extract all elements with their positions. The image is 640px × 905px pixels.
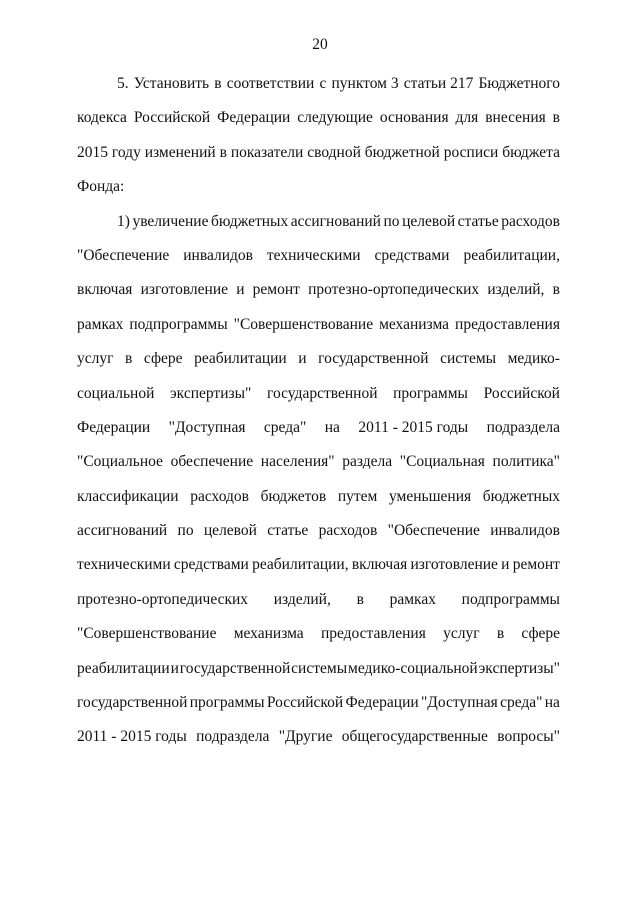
text-word: на [324, 418, 340, 436]
text-word: и [170, 659, 179, 677]
text-line [77, 686, 560, 720]
text-word: статье [457, 212, 499, 230]
text-word: вопросы" [497, 728, 560, 746]
text-word: целевой [402, 212, 456, 230]
text-word: экспертизы" [478, 659, 560, 677]
text-word: Установить [133, 75, 210, 92]
text-word: статье [267, 522, 309, 540]
text-line [77, 720, 560, 754]
text-word: "Совершенствование [233, 315, 374, 333]
text-word: средствами [374, 246, 450, 264]
text-word: медико- [507, 350, 560, 368]
text-word: расходов [190, 487, 249, 505]
text-word: увеличение [132, 212, 209, 230]
text-word: ассигнований [290, 212, 381, 230]
text-word: реабилитации [194, 350, 287, 368]
text-word: среда" [500, 694, 543, 712]
text-word: изготовление [140, 281, 229, 299]
text-line [77, 239, 560, 273]
text-word: инвалидов [490, 522, 560, 540]
page-number: 20 [312, 36, 328, 53]
text-word: услуг [77, 350, 114, 368]
text-word: на [544, 694, 560, 712]
text-line [77, 136, 560, 170]
text-word: услуг [443, 625, 480, 643]
text-word: изменений [144, 143, 216, 161]
text-word: Российской [266, 694, 344, 712]
text-word: изделий, [273, 590, 331, 608]
text-word: обеспечение [170, 453, 254, 471]
text-word: среда" [263, 418, 307, 436]
text-word: в [552, 281, 560, 299]
text-word: с [319, 75, 327, 92]
text-word: ассигнований [77, 522, 168, 540]
text-word: для [455, 109, 479, 127]
text-word: Федерации [345, 694, 419, 712]
text-word: экспертизы" [170, 384, 252, 402]
text-word: кодекса [77, 109, 127, 127]
text-word: сфере [143, 350, 183, 368]
text-word: социальной [77, 384, 155, 402]
text-word: Федерации [217, 109, 291, 127]
text-line [77, 514, 560, 548]
text-word: политика" [492, 453, 560, 471]
text-word: "Социальное [77, 453, 163, 471]
text-word: предоставления [320, 625, 426, 643]
text-word: в [219, 143, 227, 161]
text-word: "Доступная [420, 694, 498, 712]
text-line [77, 101, 560, 135]
text-word: техническими [266, 246, 361, 264]
text-word: включая [77, 281, 133, 299]
text-line [77, 583, 560, 617]
text-word: бюджетных [482, 487, 560, 505]
text-word: 2011 - 2015 годы [358, 418, 469, 436]
text-word: 2011 - 2015 годы [77, 728, 187, 746]
text-word: "Другие [278, 728, 333, 746]
text-word: бюджетных [211, 212, 289, 230]
text-line [77, 445, 560, 479]
text-word: росписи [443, 143, 499, 161]
text-word: реабилитации, [252, 556, 349, 574]
text-word: средствами [173, 556, 249, 574]
text-word: Федерации [77, 418, 151, 436]
text-word: сфере [521, 625, 560, 643]
text-word: в [214, 75, 222, 92]
text-word: раздела [342, 453, 393, 471]
text-word: медико-социальной [348, 659, 478, 677]
text-word: государственной [77, 694, 188, 712]
text-word: 2015 [77, 143, 108, 161]
text-line [77, 308, 560, 342]
text-word: "Социальная [399, 453, 485, 471]
text-word: населения" [260, 453, 335, 471]
text-line [77, 205, 560, 239]
text-word: в [125, 350, 133, 368]
text-word: общегосударственные [341, 728, 488, 746]
text-word: по [177, 522, 194, 540]
text-word: системы [291, 659, 348, 677]
text-word: подраздела [486, 418, 560, 436]
text-word: следующие [297, 109, 373, 127]
text-line [77, 67, 560, 101]
text-word: Фонда: [77, 178, 125, 196]
text-word: году [111, 143, 141, 161]
text-word: классификации [77, 487, 179, 505]
text-word: по [383, 212, 400, 230]
text-word: механизма [233, 625, 304, 643]
text-word: и [501, 556, 510, 574]
text-word: пунктом 3 [331, 75, 399, 92]
text-word: государственной [318, 350, 429, 368]
text-word: "Обеспечение [77, 246, 170, 264]
text-word: целевой [203, 522, 257, 540]
text-word: изделий, [487, 281, 545, 299]
text-word: основания [379, 109, 449, 127]
text-word: бюджета [502, 143, 560, 161]
text-word: рамках [389, 590, 436, 608]
text-word: расходов [501, 212, 560, 230]
text-word: 1) [117, 212, 130, 230]
text-line [77, 273, 560, 307]
text-word: в [356, 590, 364, 608]
text-word: изготовление [410, 556, 498, 574]
text-word: реабилитации, [463, 246, 560, 264]
text-word: программы [393, 384, 468, 402]
text-line [77, 411, 560, 445]
text-word: государственной [179, 659, 291, 677]
text-line [77, 652, 560, 686]
text-word: показатели [230, 143, 304, 161]
text-word: Бюджетного [478, 75, 560, 92]
text-word: инвалидов [183, 246, 253, 264]
body-text [77, 67, 560, 755]
text-word: Российской [483, 384, 560, 402]
text-word: 5. [117, 75, 129, 92]
text-line [77, 377, 560, 411]
text-word: и [298, 350, 307, 368]
text-word: подраздела [196, 728, 270, 746]
text-word: реабилитации [77, 659, 170, 677]
text-word: ремонт [512, 556, 560, 574]
text-word: бюджетной [364, 143, 440, 161]
text-word: "Обеспечение [387, 522, 480, 540]
text-word: статьи 217 [403, 75, 474, 92]
text-line [77, 170, 560, 204]
text-word: Российской [133, 109, 211, 127]
text-word: подпрограммы [129, 315, 228, 333]
text-word: путем [337, 487, 378, 505]
text-word: бюджетов [260, 487, 327, 505]
text-word: протезно-ортопедических [308, 281, 480, 299]
text-line [77, 342, 560, 376]
text-word: в [496, 625, 505, 643]
text-word: "Доступная [168, 418, 246, 436]
text-line [77, 480, 560, 514]
text-word: "Совершенствование [77, 625, 217, 643]
text-word: техническими [77, 556, 171, 574]
text-line [77, 617, 560, 651]
text-word: предоставления [455, 315, 560, 333]
text-word: уменьшения [389, 487, 472, 505]
text-word: соответствии [226, 75, 315, 92]
text-word: включая [351, 556, 408, 574]
text-word: и [236, 281, 245, 299]
text-word: внесения [485, 109, 546, 127]
text-word: в [552, 109, 560, 127]
text-word: протезно-ортопедических [77, 590, 249, 608]
text-word: рамках [77, 315, 124, 333]
text-word: программы [189, 694, 265, 712]
text-word: системы [440, 350, 497, 368]
text-word: расходов [318, 522, 378, 540]
text-word: подпрограммы [461, 590, 560, 608]
text-word: механизма [379, 315, 450, 333]
text-word: сводной [307, 143, 361, 161]
text-word: государственной [267, 384, 378, 402]
text-line [77, 548, 560, 582]
text-word: ремонт [252, 281, 300, 299]
